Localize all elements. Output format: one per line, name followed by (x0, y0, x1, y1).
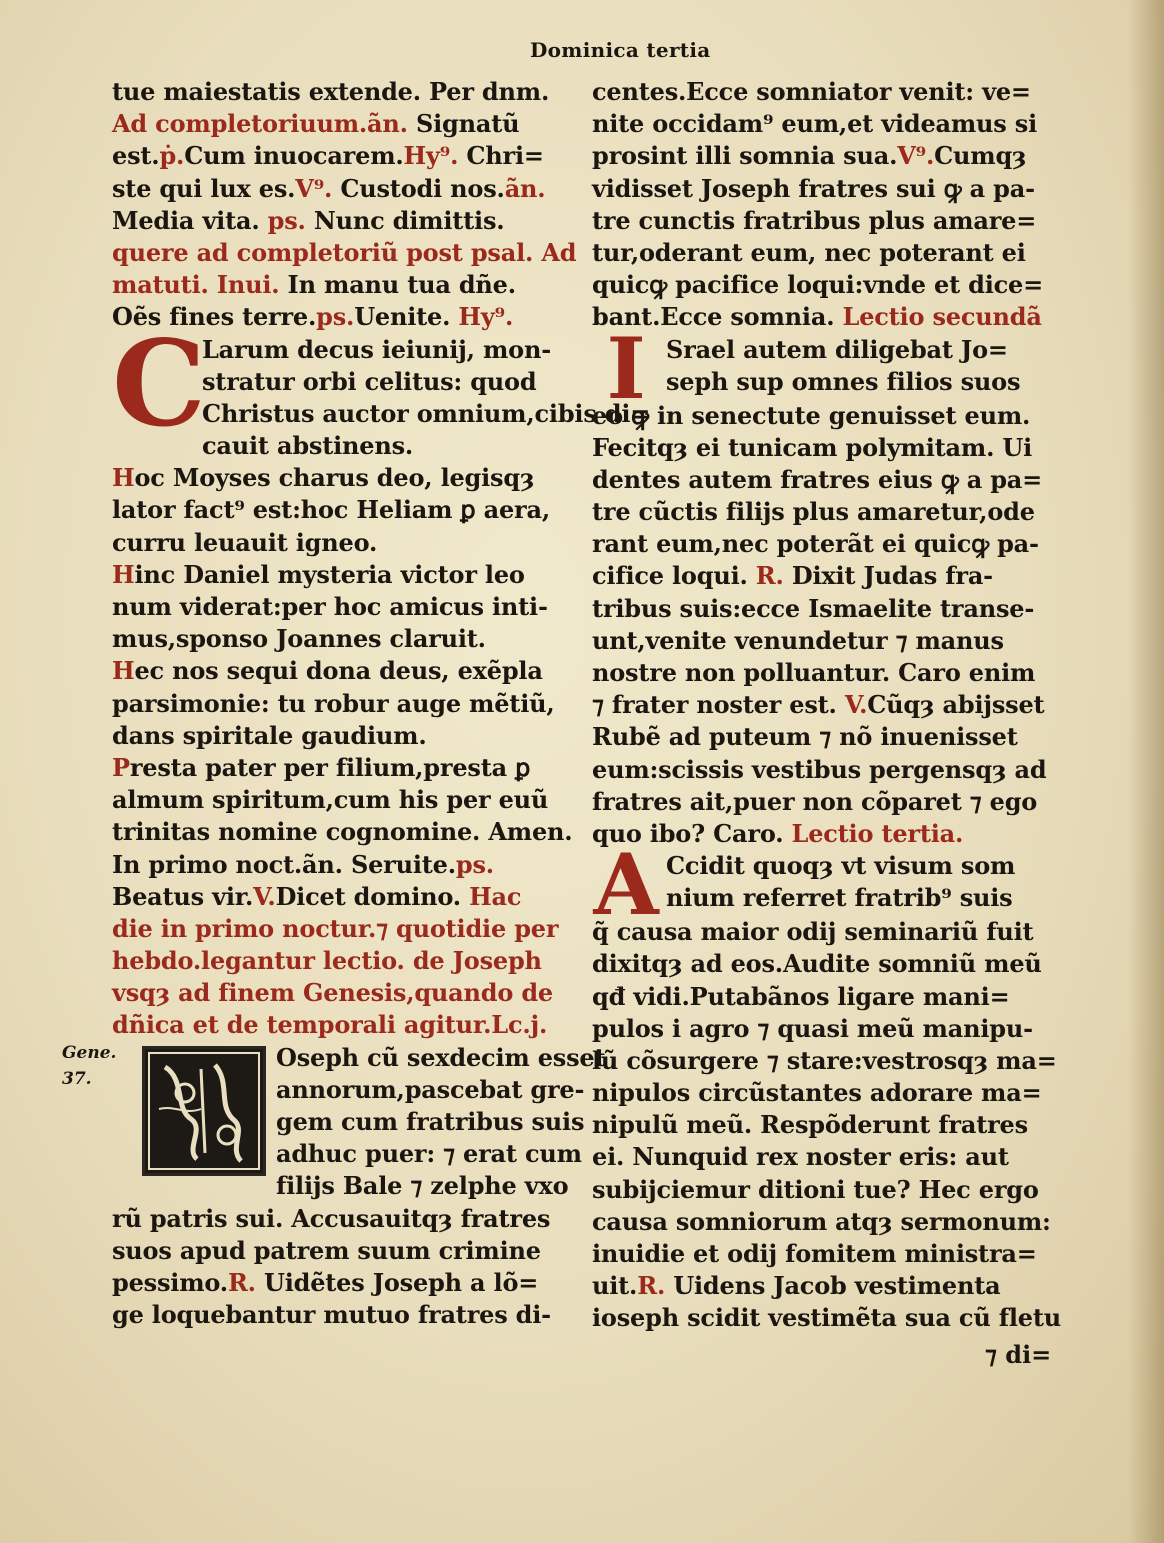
body-text: Signatũ (407, 109, 520, 139)
body-text: Uidẽtes Joseph a lõ= (255, 1267, 539, 1297)
rubric-text: V. (836, 690, 868, 720)
text-line (592, 786, 1046, 818)
stanza-line: curru leuauit igneo. (112, 527, 378, 557)
text-line (112, 301, 578, 333)
text-line: stratur orbi celitus: quod (202, 366, 537, 396)
text-line: adhuc puer: ⁊ erat cum (276, 1139, 582, 1169)
body-text: Custodi nos. (332, 173, 505, 203)
text-line (112, 1235, 578, 1267)
body-text: pulos i agro ⁊ quasi meũ manipu- (592, 1013, 1033, 1043)
body-text: Nunc dimittis. (305, 205, 505, 235)
body-text: suos apud patrem suum crimine (112, 1235, 541, 1265)
rubric-text: ps. (316, 302, 355, 332)
rubric-text: Hac (460, 881, 522, 911)
rubric-text: Hy⁹. (403, 141, 459, 171)
margin-note (62, 1040, 116, 1092)
text-line (592, 593, 1046, 625)
text-line (592, 1302, 1061, 1334)
body-text: eum:scissis vestibus pergensqȝ ad (592, 754, 1047, 784)
body-text: Dixit Judas fra- (783, 561, 993, 591)
rubric-text: quere ad completoriũ post psal. Ad (112, 237, 577, 267)
body-text: nite occidam⁹ eum,et videamus si (592, 109, 1038, 139)
body-text: nostre non polluantur. Caro enim (592, 658, 1036, 687)
stanza-line: trinitas nomine cognomine. Amen. (112, 817, 573, 847)
left-top-lines (112, 76, 578, 334)
body-text: quo ibo? Caro. (592, 818, 784, 848)
body-text: Uenite. (354, 302, 451, 332)
rubric-text: ãn. (504, 173, 546, 203)
rubric-text: V. (253, 881, 276, 911)
text-line (592, 981, 1046, 1013)
body-text: tre cunctis fratribus plus amare= (592, 205, 1037, 235)
body-text: pessimo. (112, 1267, 228, 1297)
hymn-stanzas (112, 462, 578, 848)
text-line (112, 108, 578, 140)
body-text: Chri= (458, 141, 544, 171)
rubric-text: ps. (455, 849, 494, 879)
catchword: ⁊ di= (985, 1340, 1052, 1369)
text-line (592, 1077, 1046, 1109)
body-text: Oẽs fines terre. (112, 302, 317, 332)
body-text: uit. (592, 1271, 638, 1301)
stanza-capital: H (112, 559, 135, 589)
body-text: tue maiestatis extende. Per dnm. (112, 77, 550, 106)
body-text: ste qui lux es. (112, 173, 296, 203)
body-text: Dicet domino. (275, 881, 461, 911)
text-line (112, 269, 578, 301)
rubric-text: ps. (259, 205, 306, 235)
body-text: Cum inuocarem. (184, 141, 404, 171)
body-text: tribus suis:ecce Ismaelite transe- (592, 593, 1035, 623)
body-text: prosint illi somnia sua. (592, 141, 898, 171)
body-text: tre cũctis filijs plus amaretur,ode (592, 497, 1035, 527)
right-top-lines (592, 76, 1046, 334)
stanza-line (112, 559, 578, 591)
text-line (112, 945, 578, 977)
text-line (112, 140, 578, 172)
text-line (592, 528, 1046, 560)
body-text: subijciemur ditioni tue? Hec ergo (592, 1174, 1039, 1204)
rubric-text: R. (637, 1271, 666, 1301)
text-line: gem cum fratribus suis (276, 1107, 585, 1136)
body-text: lũ cõsurgere ⁊ stare:vestrosqȝ ma= (592, 1045, 1057, 1075)
stanza-line: lator fact⁹ est:hoc Heliam ꝑ aera, (112, 495, 550, 525)
text-line (592, 721, 1046, 753)
text-line: Larum decus ieiunij, mon- (202, 334, 551, 364)
lectio-prima (112, 1042, 606, 1332)
text-line (592, 1141, 1046, 1173)
body-text: centes.Ecce somniator venit: ve= (592, 77, 1031, 106)
right-column (592, 76, 1061, 1335)
rubric-text: Hy⁹. (450, 302, 514, 332)
body-text: ioseph scidit vestimẽta sua cũ fletu (592, 1303, 1061, 1333)
rubric-text: V⁹. (295, 173, 333, 203)
text-line (592, 1174, 1046, 1206)
body-text: Media vita. (112, 205, 260, 235)
body-text: Beatus vir. (112, 881, 254, 911)
body-text: bant.Ecce somnia. (592, 302, 835, 332)
lectio-tertia-initial-letter: A (593, 835, 659, 935)
text-line (592, 948, 1046, 980)
rubric-text: V⁹. (897, 141, 935, 171)
running-head: Dominica tertia (530, 38, 711, 62)
text-line (592, 237, 1046, 269)
text-line (592, 269, 1046, 301)
text-line (592, 1045, 1057, 1077)
rubric-text: Ad completoriuum.ãn. (112, 109, 408, 139)
text-line (112, 913, 578, 945)
text-line: seph sup omnes filios suos (666, 366, 1021, 396)
body-text: rũ patris sui. Accusauitqȝ fratres (112, 1203, 551, 1233)
text-line (112, 977, 578, 1009)
text-line: nium referret fratrib⁹ suis (666, 883, 1013, 913)
stanza-line: almum spiritum,cum his per euũ (112, 785, 549, 815)
body-text: causa somniorum atqȝ sermonum: (592, 1206, 1051, 1236)
lectio-secunda-initial-letter: I (606, 318, 646, 418)
text-line (592, 818, 1046, 850)
text-line (592, 657, 1046, 689)
body-text: vidisset Joseph fratres sui ꝙ a pa- (592, 173, 1035, 203)
rubric-text: die in primo noctur.⁊ quotidie per (112, 913, 559, 943)
text-line (112, 173, 578, 205)
text-line (112, 881, 578, 913)
rubric-text: ṗ. (159, 141, 185, 171)
rubric-text: vsqȝ ad finem Genesis,quando de (112, 978, 553, 1008)
body-text: Cumqȝ (934, 141, 1027, 171)
body-text: eo ꝙ in senectute genuisset eum. (592, 400, 1031, 430)
body-text: Cũqȝ abijsset (867, 690, 1045, 720)
stanza-capital: H (112, 463, 135, 493)
body-text: Fecitqȝ ei tunicam polymitam. Ui (592, 432, 1033, 462)
margin-note-chapter: 37. (62, 1069, 92, 1089)
body-text: unt,venite venundetur ⁊ manus (592, 625, 1004, 655)
stanza-line (112, 462, 578, 494)
text-line (592, 625, 1046, 657)
text-line (592, 916, 1046, 948)
text-line (112, 205, 578, 237)
body-text: Rubẽ ad puteum ⁊ nõ inuenisset (592, 722, 1018, 752)
rubric-lines (112, 849, 578, 1042)
body-text: ge loquebantur mutuo fratres di- (112, 1300, 551, 1330)
text-line (592, 400, 1046, 432)
lectio-prima-lines (112, 1203, 578, 1332)
body-text: fratres ait,puer non cõparet ⁊ ego (592, 786, 1038, 816)
text-line: Christus auctor omnium,cibis di= (202, 398, 651, 428)
text-line (592, 1013, 1046, 1045)
body-text: est. (112, 141, 160, 171)
rubric-text: matuti. Inui. (112, 270, 280, 300)
text-line (592, 205, 1046, 237)
hymn-initial-letter: C (112, 313, 206, 453)
text-line: Oseph cũ sexdecim esset (276, 1042, 606, 1072)
stanza-line: dans spiritale gaudium. (112, 720, 427, 750)
page-gutter-shadow (1128, 0, 1164, 1543)
text-line: filijs Bale ⁊ zelphe vxo (276, 1171, 569, 1201)
lectio-tertia-lines (592, 916, 1061, 1334)
text-line (592, 496, 1046, 528)
text-line: cauit abstinens. (202, 431, 414, 461)
body-text: nipulũ meũ. Respõderunt fratres (592, 1110, 1028, 1140)
body-text: inuidie et odij fomitem ministra= (592, 1239, 1037, 1268)
text-line (592, 432, 1046, 464)
stanza-text: oc Moyses charus deo, legisqȝ (134, 463, 535, 493)
rubric-text: R. (227, 1267, 256, 1297)
lectio-secunda-lines (592, 400, 1046, 851)
text-line (112, 1267, 578, 1299)
rubric-text: Lectio tertia. (783, 818, 964, 848)
body-text: In manu tua dñe. (279, 270, 516, 300)
stanza-text: ec nos sequi dona deus, exẽpla (134, 656, 543, 686)
text-line (592, 1238, 1046, 1270)
text-line (592, 173, 1046, 205)
text-line (592, 76, 1046, 108)
body-text: Seruite. (342, 849, 456, 879)
text-line (592, 1109, 1046, 1141)
stanza-text: inc Daniel mysteria victor leo (134, 559, 525, 589)
text-line (592, 301, 1046, 333)
text-line (112, 1299, 578, 1331)
body-text: q̃ causa maior odij seminariũ fuit (592, 917, 1034, 947)
body-text: cifice loqui. (592, 561, 748, 591)
text-line (112, 1009, 578, 1041)
stanza-line (112, 752, 578, 784)
text-line: annorum,pascebat gre- (276, 1074, 585, 1104)
stanza-line: parsimonie: tu robur auge mẽtiũ, (112, 688, 555, 718)
text-line (112, 1203, 578, 1235)
body-text: dixitqȝ ad eos.Audite somniũ meũ (592, 949, 1042, 979)
rubric-text: dñica et de temporali agitur.Lc.j. (112, 1010, 548, 1040)
body-text: ei. Nunquid rex noster eris: aut (592, 1142, 1009, 1172)
text-line (592, 754, 1046, 786)
rubric-text: hebdo.legantur lectio. de Joseph (112, 946, 542, 976)
text-line: Ccidit quoqȝ vt visum som (666, 851, 1016, 881)
body-text: qđ vidi.Putabãnos ligare mani= (592, 981, 1010, 1011)
text-line (592, 689, 1046, 721)
text-line (592, 1270, 1046, 1302)
text-line (592, 108, 1046, 140)
text-line: Srael autem diligebat Jo= (666, 334, 1008, 364)
lectio-secunda (592, 318, 1047, 851)
text-line (592, 140, 1046, 172)
rubric-text: R. (747, 561, 784, 591)
text-line (112, 237, 578, 269)
body-text: rant eum,nec poterãt ei quicꝙ pa- (592, 529, 1039, 559)
body-text: In primo noct.ãn. (112, 849, 343, 879)
text-line (592, 560, 1046, 592)
stanza-line: num viderat:per hoc amicus inti- (112, 592, 548, 621)
text-line (592, 1206, 1051, 1238)
rubric-text: Lectio secundã (834, 302, 1042, 332)
body-text: quicꝙ pacifice loqui:vnde et dice= (592, 270, 1044, 300)
text-line (112, 76, 578, 108)
stanza-line: mus,sponso Joannes claruit. (112, 624, 486, 654)
body-text: Uidens Jacob vestimenta (665, 1271, 1001, 1301)
woodcut-initial-icon (142, 1046, 266, 1176)
body-text: ⁊ frater noster est. (592, 690, 837, 720)
margin-note-book: Gene. (62, 1043, 117, 1063)
left-column (112, 76, 651, 1331)
stanza-line (112, 655, 578, 687)
stanza-capital: H (112, 656, 135, 686)
text-line (592, 464, 1046, 496)
stanza-capital: P (112, 752, 130, 782)
stanza-text: resta pater per filium,presta ꝑ (129, 752, 531, 782)
text-line (112, 849, 578, 881)
body-text: tur,oderant eum, nec poterant ei (592, 237, 1026, 267)
lectio-tertia (592, 835, 1061, 1334)
body-text: nipulos circũstantes adorare ma= (592, 1078, 1042, 1108)
body-text: dentes autem fratres eius ꝙ a pa= (592, 464, 1043, 494)
